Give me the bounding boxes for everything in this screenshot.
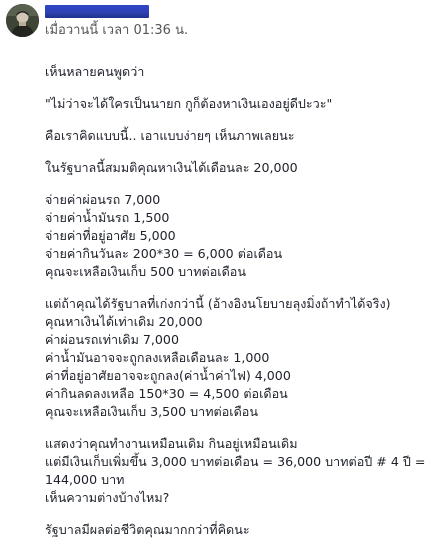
post-line: ค่าผ่อนรถเท่าเดิม 7,000 [45,332,179,347]
post-line: คุณจะเหลือเงินเก็บ 3,500 บาทต่อเดือน [45,404,258,419]
post-line: คุณหาเงินได้เท่าเดิม 20,000 [45,314,203,329]
avatar[interactable] [6,4,39,37]
post-paragraph [45,127,443,145]
post-line: ค่าที่อยู่อาศัยอาจจะถูกลง(ค่าน้ำค่าไฟ) 4,000 [45,368,291,383]
post-timestamp[interactable]: เมื่อวานนี้ เวลา 01:36 น. [45,23,189,38]
post-paragraph [45,159,443,177]
post-line: แต่ถ้าคุณได้รัฐบาลที่เก่งกว่านี้ (อ้างอิงนโยบายลุงมิ่งถ้าทำได้จริง) [45,296,391,311]
post-line: รัฐบาลมีผลต่อชีวิตคุณมากกว่าที่คิดนะ [45,522,250,537]
post-paragraph [45,435,443,507]
post-line: แต่มีเงินเก็บเพิ่มขึ้น 3,000 บาทต่อเดือน = 36,000 บาทต่อปี # 4 ปี = 144,000 บาท [45,454,426,487]
post-line: ค่าน้ำมันอาจจะถูกลงเหลือเดือนละ 1,000 [45,350,270,365]
post-line: จ่ายค่าน้ำมันรถ 1,500 [45,210,170,225]
post-line: จ่ายค่ากินวันละ 200*30 = 6,000 ต่อเดือน [45,246,283,261]
post-line: คือเราคิดแบบนี้.. เอาแบบง่ายๆ เห็นภาพเลยนะ [45,128,295,143]
post-header [0,0,448,52]
post-body [45,63,443,553]
post-line: "ไม่ว่าจะได้ใครเป็นนายก กูก็ต้องหาเงินเองอยู่ดีปะวะ" [45,96,333,111]
post-paragraph [45,521,443,539]
profile-photo-icon [6,4,39,37]
post-line: จ่ายค่าที่อยู่อาศัย 5,000 [45,228,176,243]
post-line: เห็นความต่างบ้างไหม? [45,490,170,505]
post-line: จ่ายค่าผ่อนรถ 7,000 [45,192,161,207]
post-paragraph [45,63,443,81]
post-line: ในรัฐบาลนี้สมมติคุณหาเงินได้เดือนละ 20,000 [45,160,298,175]
post-line: เห็นหลายคนพูดว่า [45,64,145,79]
post-paragraph [45,95,443,113]
post-line: แสดงว่าคุณทำงานเหมือนเดิม กินอยู่เหมือนเดิม [45,436,298,451]
post-paragraph [45,295,443,421]
post-paragraph [45,191,443,281]
post-line: ค่ากินลดลงเหลือ 150*30 = 4,500 ต่อเดือน [45,386,288,401]
post-line: คุณจะเหลือเงินเก็บ 500 บาทต่อเดือน [45,264,246,279]
author-name[interactable] [45,5,149,18]
